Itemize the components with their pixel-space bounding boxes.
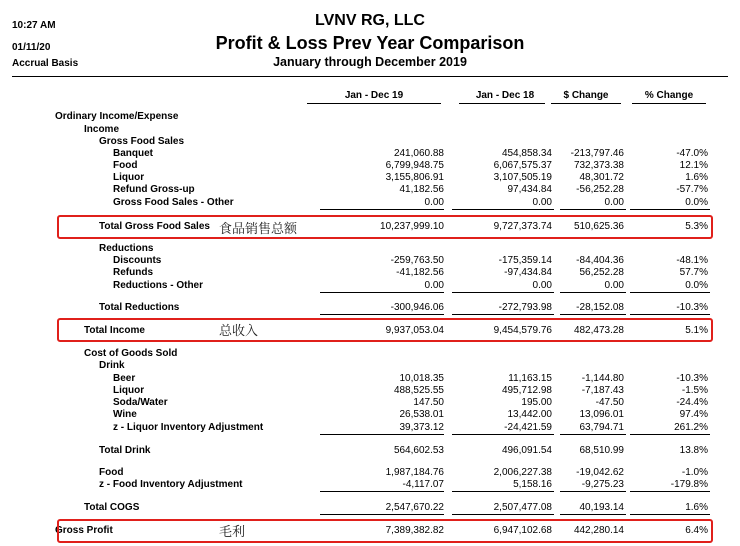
table-row <box>0 409 740 421</box>
value-jan-dec-18: 5,158.16 <box>513 479 552 490</box>
subtotal-underline <box>560 491 626 492</box>
value-dollar-change: 13,096.01 <box>579 409 624 420</box>
value-percent-change: 0.0% <box>685 197 708 208</box>
value-dollar-change: -1,144.80 <box>581 373 624 384</box>
report-date: 01/11/20 <box>12 42 51 53</box>
value-jan-dec-18: -175,359.14 <box>498 255 552 266</box>
subtotal-underline <box>320 209 444 210</box>
value-percent-change: -48.1% <box>676 255 708 266</box>
value-dollar-change: 48,301.72 <box>579 172 624 183</box>
value-jan-dec-19: 7,389,382.82 <box>385 525 444 536</box>
value-jan-dec-18: 495,712.98 <box>501 385 552 396</box>
subtotal-underline <box>630 292 710 293</box>
value-dollar-change: -9,275.23 <box>581 479 624 490</box>
value-jan-dec-18: 454,858.34 <box>501 148 552 159</box>
row-label: Reductions - Other <box>113 280 204 291</box>
value-jan-dec-18: -272,793.98 <box>498 302 552 313</box>
value-jan-dec-18: 3,107,505.19 <box>493 172 552 183</box>
value-jan-dec-19: 0.00 <box>424 197 444 208</box>
value-dollar-change: 0.00 <box>604 197 624 208</box>
row-label: Gross Food Sales - Other <box>113 197 234 208</box>
value-dollar-change: 482,473.28 <box>573 325 624 336</box>
table-row <box>0 502 740 514</box>
subtotal-underline <box>560 292 626 293</box>
table-row <box>0 172 740 184</box>
subtotal-underline <box>630 514 710 515</box>
subtotal-underline <box>560 209 626 210</box>
value-jan-dec-19: 10,018.35 <box>399 373 444 384</box>
value-jan-dec-18: 2,507,477.08 <box>493 502 552 513</box>
table-row <box>0 243 740 255</box>
value-dollar-change: -213,797.46 <box>570 148 624 159</box>
value-percent-change: -57.7% <box>676 184 708 195</box>
value-dollar-change: -84,404.36 <box>576 255 624 266</box>
subtotal-underline <box>560 314 626 315</box>
value-percent-change: 0.0% <box>685 280 708 291</box>
header-rule <box>12 76 728 77</box>
subtotal-underline <box>630 209 710 210</box>
value-dollar-change: -47.50 <box>595 397 624 408</box>
table-row <box>0 422 740 434</box>
row-label: z - Liquor Inventory Adjustment <box>113 422 264 433</box>
value-jan-dec-18: 97,434.84 <box>507 184 552 195</box>
value-percent-change: 1.6% <box>685 502 708 513</box>
box-total-gross-food-sales <box>57 215 713 239</box>
value-jan-dec-19: 241,060.88 <box>393 148 444 159</box>
row-label: Refund Gross-up <box>113 184 195 195</box>
value-dollar-change: -56,252.28 <box>576 184 624 195</box>
table-row <box>0 445 740 457</box>
table-row <box>0 124 740 136</box>
value-dollar-change: -19,042.62 <box>576 467 624 478</box>
box-total-income <box>57 318 713 342</box>
table-row <box>0 397 740 409</box>
table-row <box>0 373 740 385</box>
value-jan-dec-18: -97,434.84 <box>504 267 552 278</box>
value-jan-dec-18: 6,947,102.68 <box>493 525 552 536</box>
table-row <box>0 467 740 479</box>
value-dollar-change: -7,187.43 <box>581 385 624 396</box>
annotation-total-income: 总收入 <box>219 324 259 339</box>
value-dollar-change: 442,280.14 <box>573 525 624 536</box>
company-name: LVNV RG, LLC <box>315 12 425 29</box>
table-row <box>0 360 740 372</box>
value-jan-dec-19: 488,525.55 <box>393 385 444 396</box>
value-percent-change: 6.4% <box>685 525 708 536</box>
subtotal-underline <box>320 491 444 492</box>
subtotal-underline <box>452 292 554 293</box>
subtotal-underline <box>320 292 444 293</box>
table-row <box>0 348 740 360</box>
row-label: Total Income <box>84 325 145 336</box>
row-label: Cost of Goods Sold <box>84 348 178 359</box>
value-jan-dec-18: 195.00 <box>521 397 552 408</box>
row-label: Ordinary Income/Expense <box>55 111 179 122</box>
col-underline <box>307 103 441 104</box>
value-dollar-change: 68,510.99 <box>579 445 624 456</box>
col-header-jan-dec-19: Jan - Dec 19 <box>344 90 404 101</box>
col-underline <box>632 103 706 104</box>
value-dollar-change: 63,794.71 <box>579 422 624 433</box>
value-jan-dec-18: 13,442.00 <box>507 409 552 420</box>
row-label: Banquet <box>113 148 153 159</box>
table-row <box>0 111 740 123</box>
value-percent-change: 5.3% <box>685 221 708 232</box>
row-label: Gross Profit <box>55 525 113 536</box>
value-dollar-change: 510,625.36 <box>573 221 624 232</box>
value-jan-dec-18: 11,163.15 <box>508 373 552 384</box>
value-dollar-change: 40,193.14 <box>579 502 624 513</box>
subtotal-underline <box>320 314 444 315</box>
subtotal-underline <box>320 514 444 515</box>
value-percent-change: 261.2% <box>674 422 708 433</box>
value-jan-dec-19: 26,538.01 <box>399 409 444 420</box>
value-jan-dec-19: 2,547,670.22 <box>385 502 444 513</box>
value-jan-dec-19: 6,799,948.75 <box>385 160 444 171</box>
value-jan-dec-19: 1,987,184.76 <box>385 467 444 478</box>
value-percent-change: 97.4% <box>679 409 708 420</box>
value-percent-change: 12.1% <box>679 160 708 171</box>
table-row <box>0 302 740 314</box>
table-row <box>0 479 740 491</box>
value-jan-dec-18: -24,421.59 <box>504 422 552 433</box>
row-label: Total Gross Food Sales <box>99 221 210 232</box>
report-title: Profit & Loss Prev Year Comparison <box>215 33 525 53</box>
subtotal-underline <box>452 491 554 492</box>
value-jan-dec-19: 147.50 <box>413 397 444 408</box>
table-row <box>0 136 740 148</box>
row-label: Wine <box>113 409 137 420</box>
value-jan-dec-18: 496,091.54 <box>501 445 552 456</box>
value-jan-dec-19: -41,182.56 <box>396 267 444 278</box>
value-percent-change: 57.7% <box>679 267 708 278</box>
annotation-food-sales-total: 食品销售总额 <box>219 222 298 237</box>
row-label: Soda/Water <box>113 397 168 408</box>
value-jan-dec-18: 0.00 <box>532 197 552 208</box>
value-percent-change: -179.8% <box>670 479 708 490</box>
table-row <box>0 255 740 267</box>
value-jan-dec-19: -300,946.06 <box>390 302 444 313</box>
value-percent-change: 1.6% <box>685 172 708 183</box>
col-underline <box>551 103 621 104</box>
row-label: Discounts <box>113 255 162 266</box>
table-row <box>0 267 740 279</box>
value-jan-dec-18: 6,067,575.37 <box>493 160 552 171</box>
table-row <box>0 160 740 172</box>
row-label: Liquor <box>113 385 145 396</box>
col-underline <box>459 103 545 104</box>
col-header-dollar-change: $ Change <box>563 90 609 101</box>
subtotal-underline <box>630 491 710 492</box>
report-basis: Accrual Basis <box>12 58 79 69</box>
table-row <box>0 197 740 209</box>
value-jan-dec-19: 564,602.53 <box>393 445 444 456</box>
table-row <box>0 184 740 196</box>
subtotal-underline <box>452 434 554 435</box>
row-label: Gross Food Sales <box>99 136 185 147</box>
subtotal-underline <box>630 434 710 435</box>
row-label: Beer <box>113 373 136 384</box>
box-gross-profit <box>57 519 713 543</box>
report-period: January through December 2019 <box>273 55 467 69</box>
value-jan-dec-19: 9,937,053.04 <box>385 325 444 336</box>
value-percent-change: -24.4% <box>676 397 708 408</box>
value-jan-dec-18: 2,006,227.38 <box>493 467 552 478</box>
value-percent-change: 5.1% <box>685 325 708 336</box>
value-dollar-change: 0.00 <box>604 280 624 291</box>
value-percent-change: 13.8% <box>679 445 708 456</box>
value-percent-change: -10.3% <box>676 302 708 313</box>
row-label: Food <box>113 160 138 171</box>
subtotal-underline <box>560 434 626 435</box>
row-label: Liquor <box>113 172 145 183</box>
row-label: Total Drink <box>99 445 151 456</box>
row-label: Total Reductions <box>99 302 180 313</box>
value-percent-change: -1.5% <box>681 385 708 396</box>
value-percent-change: -1.0% <box>681 467 708 478</box>
row-label: Drink <box>99 360 125 371</box>
value-percent-change: -10.3% <box>676 373 708 384</box>
table-row <box>0 148 740 160</box>
row-label: Refunds <box>113 267 153 278</box>
value-jan-dec-19: -259,763.50 <box>390 255 444 266</box>
value-jan-dec-19: 10,237,999.10 <box>380 221 444 232</box>
table-row <box>0 385 740 397</box>
col-header-jan-dec-18: Jan - Dec 18 <box>475 90 535 101</box>
value-dollar-change: 732,373.38 <box>573 160 624 171</box>
row-label: Total COGS <box>84 502 140 513</box>
subtotal-underline <box>452 314 554 315</box>
subtotal-underline <box>452 209 554 210</box>
value-jan-dec-18: 9,727,373.74 <box>493 221 552 232</box>
value-dollar-change: 56,252.28 <box>579 267 624 278</box>
value-jan-dec-19: -4,117.07 <box>402 479 444 490</box>
row-label: Reductions <box>99 243 154 254</box>
subtotal-underline <box>320 434 444 435</box>
value-jan-dec-18: 9,454,579.76 <box>493 325 552 336</box>
value-jan-dec-19: 3,155,806.91 <box>385 172 444 183</box>
row-label: z - Food Inventory Adjustment <box>99 479 243 490</box>
value-jan-dec-19: 41,182.56 <box>399 184 444 195</box>
value-jan-dec-19: 0.00 <box>424 280 444 291</box>
subtotal-underline <box>630 314 710 315</box>
annotation-gross-profit: 毛利 <box>219 525 246 540</box>
row-label: Income <box>84 124 120 135</box>
value-jan-dec-18: 0.00 <box>532 280 552 291</box>
subtotal-underline <box>560 514 626 515</box>
value-percent-change: -47.0% <box>676 148 708 159</box>
value-dollar-change: -28,152.08 <box>576 302 624 313</box>
col-header-percent-change: % Change <box>644 90 694 101</box>
value-jan-dec-19: 39,373.12 <box>399 422 444 433</box>
subtotal-underline <box>452 514 554 515</box>
row-label: Food <box>99 467 124 478</box>
report-time: 10:27 AM <box>12 20 56 31</box>
table-row <box>0 280 740 292</box>
